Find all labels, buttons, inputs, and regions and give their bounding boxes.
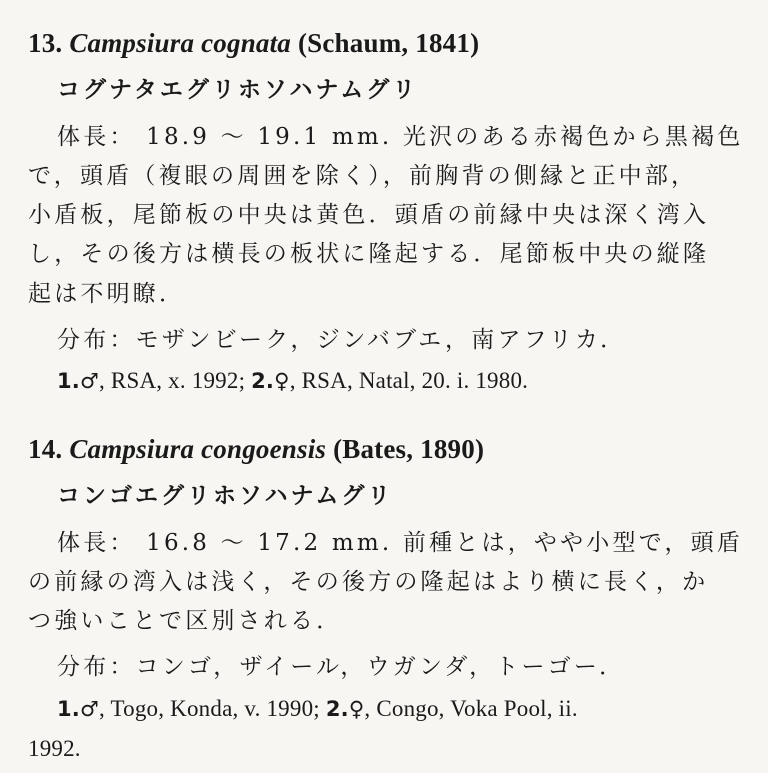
description-line: 体長： 18.9 ～ 19.1 mm. 光沢のある赤褐色から黒褐色 <box>57 124 744 150</box>
female-symbol: ♀ <box>274 369 290 393</box>
specimen-index: 2. <box>251 369 275 393</box>
japanese-name: コグナタエグリホソハナムグリ <box>57 77 419 103</box>
specimen-record <box>57 697 578 720</box>
species-author: (Bates, 1890) <box>333 434 485 464</box>
japanese-name: コンゴエグリホソハナムグリ <box>57 483 394 509</box>
female-symbol: ♀ <box>348 697 365 721</box>
description-line: 小盾板，尾節板の中央は黄色．頭盾の前縁中央は深く湾入 <box>28 202 710 228</box>
description-line: で，頭盾（複眼の周囲を除く），前胸背の側縁と正中部， <box>28 163 698 189</box>
species-author: (Schaum, 1841) <box>297 28 480 58</box>
specimen-record-continued: 1992. <box>28 736 81 761</box>
species-heading <box>28 30 479 57</box>
species-binomial: Campsiura congoensis <box>69 434 327 464</box>
species-number-dot: . <box>55 434 63 464</box>
description-line: 起は不明瞭． <box>28 281 186 307</box>
distribution-line: 分布：モザンビーク，ジンバブエ，南アフリカ． <box>57 327 627 353</box>
description-line: の前縁の湾入は浅く，その後方の隆起はより横に長く，か <box>28 569 709 595</box>
male-symbol: ♂ <box>80 697 100 721</box>
specimen-record <box>57 369 528 392</box>
distribution-line: 分布：コンゴ，ザイール，ウガンダ，トーゴー． <box>57 654 626 680</box>
specimen-text: , Congo, Voka Pool, ii. <box>364 696 578 721</box>
description-line: つ強いことで区別される． <box>28 608 343 634</box>
species-number-dot: . <box>55 28 63 58</box>
species-number: 13 <box>28 28 56 58</box>
specimen-index: 1. <box>57 697 80 721</box>
specimen-text: , Togo, Konda, v. 1990; <box>99 696 326 721</box>
description-line: し，その後方は横長の板状に隆起する．尾節板中央の縦隆 <box>28 241 710 267</box>
species-number: 14 <box>28 434 56 464</box>
species-heading <box>28 436 484 463</box>
specimen-text: , RSA, x. 1992; <box>99 368 252 393</box>
description-line: 体長： 16.8 ～ 17.2 mm. 前種とは，やや小型で，頭盾 <box>57 530 744 556</box>
species-binomial: Campsiura cognata <box>69 28 292 58</box>
male-symbol: ♂ <box>80 369 100 393</box>
specimen-index: 1. <box>57 369 80 393</box>
specimen-index: 2. <box>325 697 349 721</box>
specimen-text: , RSA, Natal, 20. i. 1980. <box>289 368 529 393</box>
